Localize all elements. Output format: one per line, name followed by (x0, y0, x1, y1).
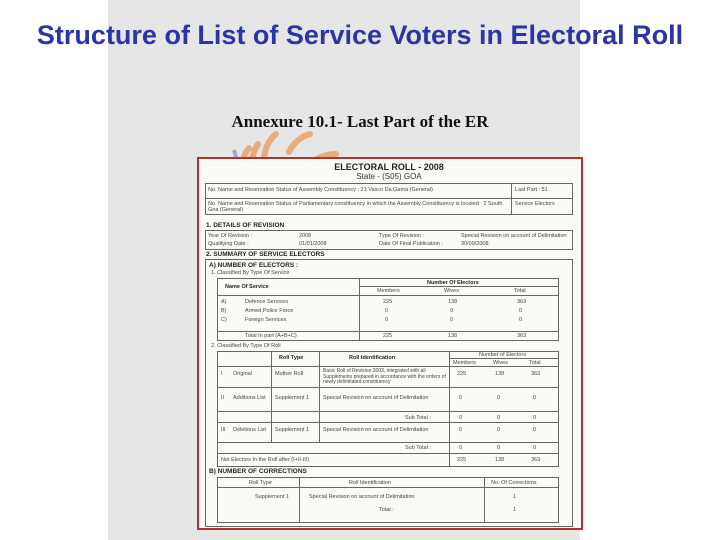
corrections-heading: B) NUMBER OF CORRECTIONS (209, 468, 307, 475)
table-row: I (221, 371, 223, 377)
table-row: Special Revision on account of Delimitation (309, 494, 415, 500)
table-row: 0 (385, 317, 389, 323)
table-row: 0 (497, 427, 501, 433)
col-number-of-electors: Number Of Electors (427, 280, 479, 286)
table-row: 0 (519, 317, 523, 323)
table-row: Deletions List (233, 427, 267, 433)
section-summary-heading: 2. SUMMARY OF SERVICE ELECTORS (206, 251, 325, 258)
table-row: Defence Services (245, 299, 289, 305)
roll-state: State - (S05) GOA (356, 172, 422, 181)
col-total: Total (514, 288, 526, 294)
col-number-of-electors: Number of Electors (479, 352, 527, 358)
table-row: B) (221, 308, 227, 314)
divider (299, 477, 300, 522)
table-row: Total In part (A+B+C) (245, 333, 297, 339)
table-row: 1 (513, 507, 517, 513)
divider (449, 351, 450, 466)
col-no-of-corrections: No. Of Corrections (491, 480, 537, 486)
year-label: Year Of Revision : (208, 233, 253, 239)
divider (359, 286, 558, 287)
table-row: 0 (533, 445, 537, 451)
col-name-of-service: Name Of Service (225, 284, 269, 290)
table-row: 0 (385, 308, 389, 314)
table-row: 225 (383, 299, 393, 305)
table-row: 0 (459, 415, 463, 421)
net-electors-label: Net Electors In the Roll after (I+II-III) (221, 457, 310, 463)
net-total: 363 (531, 457, 541, 463)
table-row: Special Revision on account of Delimitation (323, 395, 429, 401)
table-row: III (221, 427, 226, 433)
table-row: C) (221, 317, 227, 323)
table-row: Total : (379, 507, 394, 513)
table-row: Armed Police Force (245, 308, 294, 314)
divider (359, 278, 360, 340)
pc-part: Service Electors (515, 201, 555, 207)
ac-label: No. Name and Reservation Status of Assembly Constituency : 21 Vasco Da Gama (General) (208, 187, 433, 193)
slide-title: Structure of List of Service Voters in Electoral Roll (36, 20, 684, 50)
col-wives: Wives (444, 288, 459, 294)
roll-header: ELECTORAL ROLL - 2008 (334, 162, 444, 172)
qualifying-label: Qualifying Date : (208, 241, 249, 247)
type-value: Special Revision on account of Delimitation (461, 233, 567, 239)
table-row: 0 (497, 415, 501, 421)
table-row: Basic Roll of Revision 2003, integrated with all Supplements prepared in accordance with the orders of newly delimitated constituency (323, 368, 446, 385)
table-row: 0 (459, 427, 463, 433)
col-members: Members (453, 360, 476, 366)
table-row: 1 (513, 494, 517, 500)
divider (217, 366, 558, 367)
divider (217, 331, 558, 332)
table-row: 225 (457, 371, 467, 377)
table-row: A) (221, 299, 227, 305)
divider (484, 477, 485, 522)
table-row: Additions List (233, 395, 266, 401)
col-roll-type: Roll Type (249, 480, 272, 486)
divider (449, 358, 558, 359)
table-row: Supplement 1 (275, 395, 309, 401)
type-label: Type Of Revision : (379, 233, 424, 239)
table-row: 225 (383, 333, 393, 339)
section-revision-heading: 1. DETAILS OF REVISION (206, 222, 285, 229)
table-row: 0 (519, 308, 523, 314)
divider (217, 487, 558, 488)
net-wives: 138 (495, 457, 505, 463)
pc-label: No. Name and Reservation Status of Parliamentary constituency in which the Assembly Constituency is located : 2 South Goa (General) (208, 201, 503, 213)
table-row: 0 (450, 308, 454, 314)
ac-part: Last Part : 51 (515, 187, 548, 193)
annexure-caption: Annexure 10.1- Last Part of the ER (231, 112, 489, 131)
table-row: 363 (517, 299, 527, 305)
divider (217, 387, 558, 388)
col-wives: Wives (493, 360, 508, 366)
year-value: 2008 (299, 233, 312, 239)
publication-label: Date Of Final Publication : (379, 241, 443, 247)
table-row: 0 (533, 427, 537, 433)
col-roll-identification: Roll Identification (349, 480, 391, 486)
divider (217, 411, 558, 412)
divider (319, 351, 320, 443)
table-row: 0 (450, 317, 454, 323)
table-row: Special Revision on account of Delimitation (323, 427, 429, 433)
table-row: 0 (497, 395, 501, 401)
electoral-roll-document (197, 157, 583, 530)
classified-by-roll-label: 2. Classified By Type Of Roll (211, 343, 281, 349)
table-row: Original (233, 371, 252, 377)
table-row: 0 (497, 445, 501, 451)
col-members: Members (377, 288, 400, 294)
net-members: 225 (457, 457, 467, 463)
table-row: 0 (459, 445, 463, 451)
divider (205, 198, 572, 199)
publication-value: 30/09/2008 (461, 241, 489, 247)
classified-by-service-label: 1. Classified By Type Of Service (211, 270, 290, 276)
table-row: 363 (517, 333, 527, 339)
divider (271, 351, 272, 443)
col-total: Total (529, 360, 541, 366)
table-row: 138 (448, 333, 458, 339)
table-row: 138 (495, 371, 505, 377)
table-row: 138 (448, 299, 458, 305)
number-of-electors-heading: A) NUMBER OF ELECTORS : (209, 262, 299, 269)
table-row: 0 (533, 395, 537, 401)
col-roll-identification: Roll Identification (349, 355, 396, 361)
table-row: 0 (533, 415, 537, 421)
table-row: 363 (531, 371, 541, 377)
table-row: Mother Roll (275, 371, 304, 377)
table-row: II (221, 395, 225, 401)
divider (217, 422, 558, 423)
table-row: 0 (459, 395, 463, 401)
divider (217, 442, 558, 443)
table-row: Foreign Services (245, 317, 287, 323)
table-row: Supplement 1 (275, 427, 309, 433)
table-row: Supplement 1 (255, 494, 289, 500)
divider (217, 295, 558, 296)
table-row: Sub Total : (405, 415, 431, 421)
qualifying-value: 01/01/2008 (299, 241, 327, 247)
col-roll-type: Roll Type (279, 355, 304, 361)
divider (217, 453, 558, 454)
table-row: Sub Total : (405, 445, 431, 451)
